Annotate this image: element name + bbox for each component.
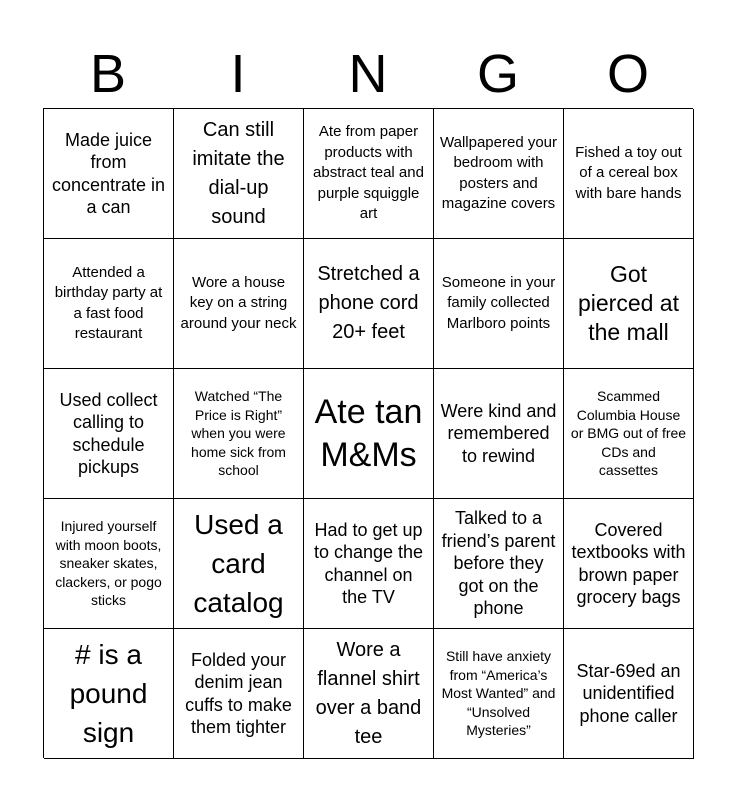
header-letter-i: I (230, 44, 246, 104)
header-letter-b: B (89, 44, 127, 104)
cell-text: # is a pound sign (69, 639, 148, 748)
cell-text: Stretched a phone cord 20+ feet (317, 263, 420, 343)
bingo-cell-r2-c4[interactable] (434, 239, 564, 369)
cell-text: Folded your denim jean cuffs to make them tighter (185, 649, 292, 737)
cell-text: Someone in your family collected Marlboro points (441, 273, 556, 332)
cell-text: Had to get up to change the channel on the TV (313, 519, 424, 607)
bingo-cell-r2-c5[interactable] (564, 239, 694, 369)
bingo-cell-r5-c4[interactable] (434, 629, 564, 759)
bingo-cell-r4-c2[interactable] (174, 499, 304, 629)
bingo-cell-r4-c5[interactable] (564, 499, 694, 629)
cell-text: Star-69ed an unidentified phone caller (576, 660, 681, 726)
header-letter-o: O (606, 44, 649, 104)
bingo-cell-r2-c3[interactable] (304, 239, 434, 369)
bingo-cell-r3-c3[interactable] (304, 369, 434, 499)
cell-text: Scammed Columbia House or BMG out of free CDs and cassettes (570, 388, 687, 479)
bingo-cell-r1-c4[interactable] (434, 109, 564, 239)
cell-text: Used collect calling to schedule pickups (59, 389, 158, 477)
bingo-cell-r5-c1[interactable] (44, 629, 174, 759)
cell-text: Watched “The Price is Right” when you were home sick from school (191, 388, 286, 479)
cell-text: Wallpapered your bedroom with posters and magazine covers (440, 133, 558, 212)
cell-text: Can still imitate the dial-up sound (192, 118, 285, 228)
header-letter-g: G (476, 44, 519, 104)
bingo-cell-r1-c5[interactable] (564, 109, 694, 239)
cell-text: Talked to a friend’s parent before they got on the phone (441, 508, 556, 619)
bingo-cell-r3-c4[interactable] (434, 369, 564, 499)
bingo-cell-r4-c1[interactable] (44, 499, 174, 629)
cell-text: Injured yourself with moon boots, sneaker skates, clackers, or pogo sticks (55, 518, 162, 609)
bingo-cell-r2-c2[interactable] (174, 239, 304, 369)
cell-text: Still have anxiety from “America’s Most Wanted” and “Unsolved Mysteries” (441, 648, 556, 739)
cell-text: Attended a birthday party at a fast food restaurant (54, 263, 163, 342)
cell-text: Got pierced at the mall (577, 261, 679, 345)
cell-text: Ate from paper products with abstract teal and purple squiggle art (313, 123, 424, 223)
bingo-cell-r5-c3[interactable] (304, 629, 434, 759)
bingo-cell-r1-c1[interactable] (44, 109, 174, 239)
cell-text: Ate tan M&Ms (314, 392, 423, 474)
bingo-cell-r3-c1[interactable] (44, 369, 174, 499)
cell-text: Used a card catalog (193, 509, 284, 618)
bingo-cell-r4-c3[interactable] (304, 499, 434, 629)
bingo-cell-r3-c2[interactable] (174, 369, 304, 499)
header-letter-n: N (348, 44, 388, 104)
bingo-cell-r5-c2[interactable] (174, 629, 304, 759)
bingo-cell-r1-c2[interactable] (174, 109, 304, 239)
cell-text: Covered textbooks with brown paper grocery bags (571, 519, 686, 607)
cell-text: Wore a flannel shirt over a band tee (315, 638, 422, 748)
bingo-card-grid (43, 108, 693, 758)
cell-text: Made juice from concentrate in a can (51, 129, 166, 217)
bingo-cell-r1-c3[interactable] (304, 109, 434, 239)
bingo-cell-r4-c4[interactable] (434, 499, 564, 629)
bingo-cell-r3-c5[interactable] (564, 369, 694, 499)
cell-text: Wore a house key on a string around your neck (180, 273, 297, 332)
cell-text: Fished a toy out of a cereal box with bare hands (575, 143, 682, 202)
cell-text: Were kind and remembered to rewind (440, 400, 557, 466)
bingo-cell-r2-c1[interactable] (44, 239, 174, 369)
bingo-header (43, 42, 693, 106)
bingo-cell-r5-c5[interactable] (564, 629, 694, 759)
